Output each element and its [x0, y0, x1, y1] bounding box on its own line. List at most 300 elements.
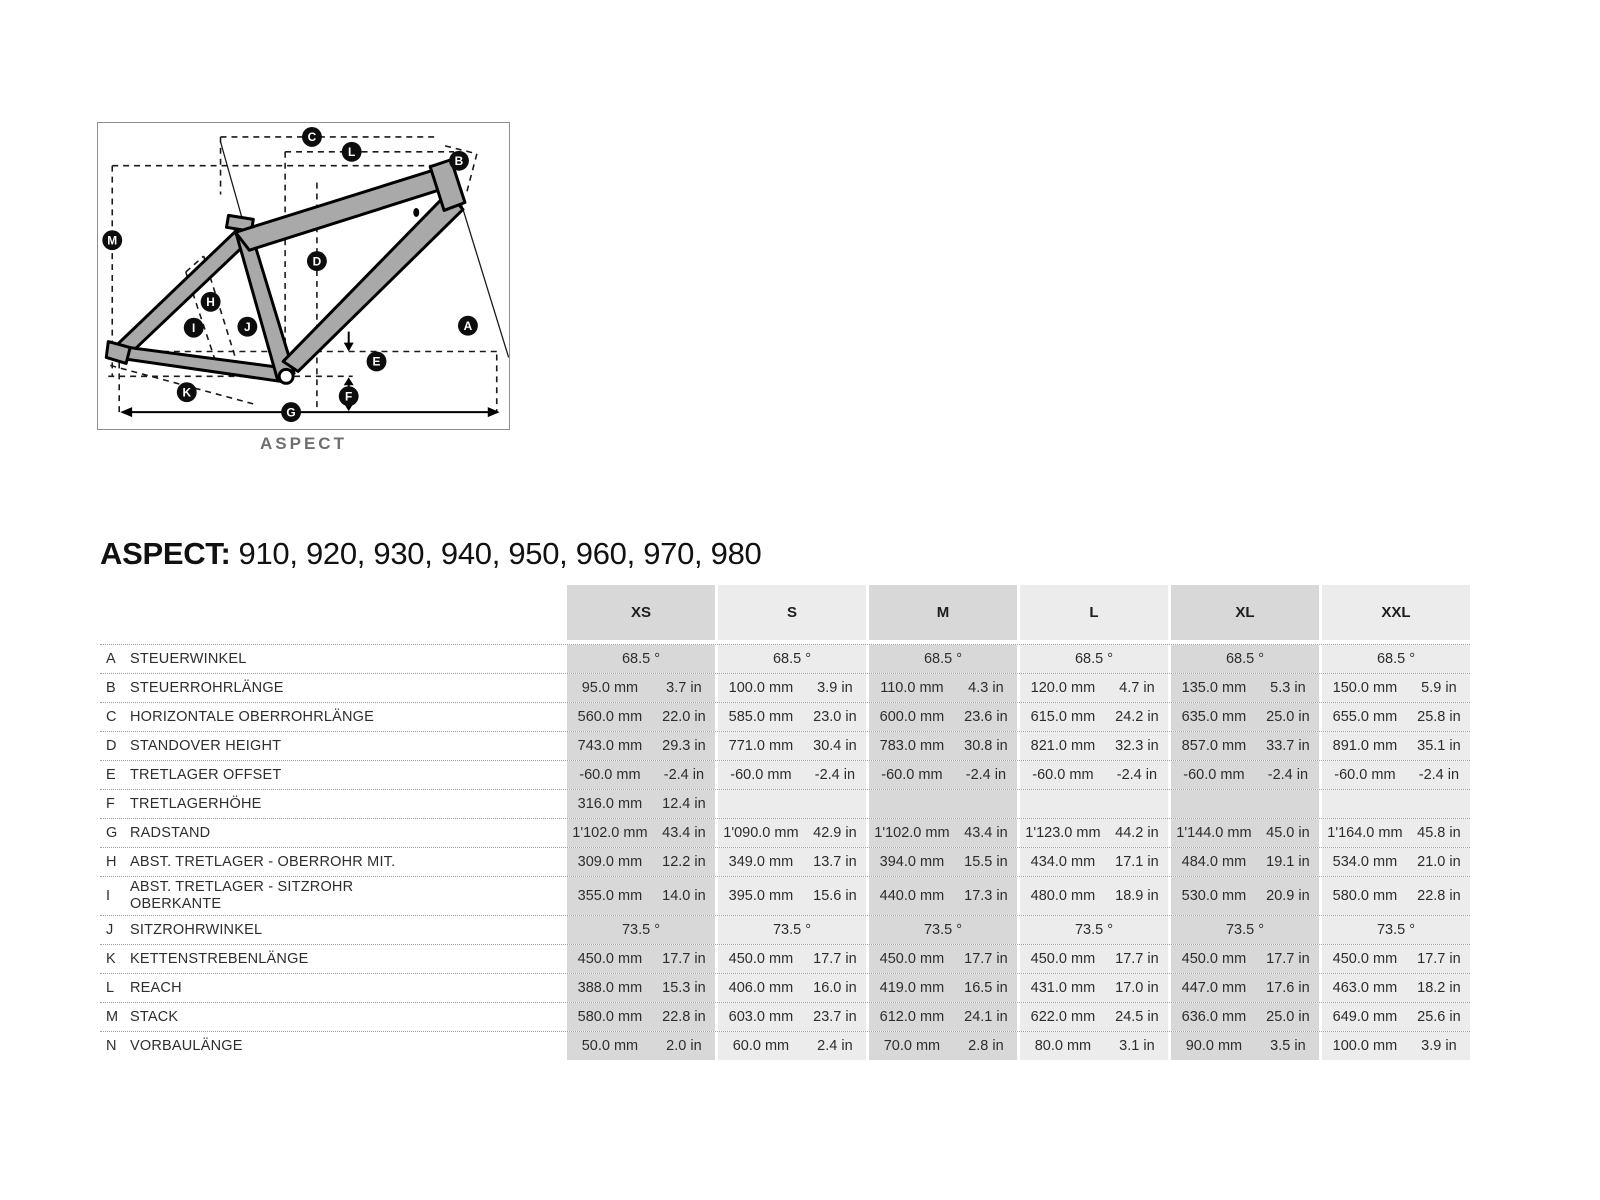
- mm-value: 309.0 mm: [577, 854, 643, 870]
- geo-value-G-l: [1020, 819, 1168, 847]
- inch-value: 12.2 in: [662, 854, 706, 870]
- geo-row-name: HORIZONTALE OBERROHRLÄNGE: [130, 708, 375, 725]
- mm-value: 450.0 mm: [879, 951, 945, 967]
- geo-value-E-s: [718, 761, 866, 789]
- diagram-marker-letter: J: [244, 319, 251, 334]
- geo-row-letter: D: [106, 738, 117, 754]
- inch-value: -2.4 in: [965, 767, 1007, 783]
- inch-value: 15.3 in: [662, 980, 706, 996]
- mm-value: 743.0 mm: [577, 738, 643, 754]
- inch-value: 24.2 in: [1115, 709, 1159, 725]
- frame-geometry-diagram: [97, 122, 510, 430]
- inch-value: 22.8 in: [1417, 888, 1461, 904]
- mm-value: 635.0 mm: [1181, 709, 1247, 725]
- geo-value-L-m: [869, 974, 1017, 1002]
- geo-row-letter: J: [106, 922, 114, 938]
- geo-value-I-s: [718, 877, 866, 915]
- geometry-row-L: [100, 973, 1470, 1002]
- mm-value: 585.0 mm: [728, 709, 794, 725]
- mm-value: -60.0 mm: [1032, 767, 1094, 783]
- geo-row-name: STEUERROHRLÄNGE: [130, 679, 284, 696]
- size-header-l: L: [1020, 585, 1168, 640]
- inch-value: 23.0 in: [813, 709, 857, 725]
- mm-value: 450.0 mm: [728, 951, 794, 967]
- geo-row-name: STACK: [130, 1008, 179, 1025]
- geometry-row-D: [100, 731, 1470, 760]
- geo-row-label: [100, 732, 564, 760]
- geo-value-K-xs: [567, 945, 715, 973]
- mm-value: 395.0 mm: [728, 888, 794, 904]
- diagram-marker-letter: M: [107, 233, 118, 248]
- angle-value: 73.5 °: [1074, 922, 1114, 938]
- geo-row-label: [100, 1003, 564, 1031]
- mm-value: 615.0 mm: [1030, 709, 1096, 725]
- mm-value: 406.0 mm: [728, 980, 794, 996]
- geo-value-F-l: [1020, 790, 1168, 818]
- geo-value-B-m: [869, 674, 1017, 702]
- diagram-caption: ASPECT: [260, 434, 347, 453]
- inch-value: 25.0 in: [1266, 709, 1310, 725]
- geo-row-letter: B: [106, 680, 116, 696]
- inch-value: 3.9 in: [817, 680, 853, 696]
- mm-value: 530.0 mm: [1181, 888, 1247, 904]
- geo-value-F-xs: [567, 790, 715, 818]
- mm-value: 419.0 mm: [879, 980, 945, 996]
- geo-row-label: [100, 877, 564, 915]
- mm-value: -60.0 mm: [1334, 767, 1396, 783]
- mm-value: 450.0 mm: [1181, 951, 1247, 967]
- geo-value-I-xxl: [1322, 877, 1470, 915]
- geometry-row-H: [100, 847, 1470, 876]
- geo-value-C-l: [1020, 703, 1168, 731]
- geo-value-J-m: [869, 916, 1017, 944]
- geo-value-A-l: [1020, 645, 1168, 673]
- diagram-marker-letter: K: [182, 385, 192, 400]
- mm-value: 394.0 mm: [879, 854, 945, 870]
- geo-row-letter: L: [106, 980, 115, 996]
- mm-value: 70.0 mm: [883, 1038, 941, 1054]
- mm-value: 463.0 mm: [1332, 980, 1398, 996]
- geo-value-G-s: [718, 819, 866, 847]
- mm-value: 600.0 mm: [879, 709, 945, 725]
- mm-value: 110.0 mm: [880, 680, 944, 696]
- geo-row-name: ABST. TRETLAGER - OBERROHR MIT.: [130, 853, 396, 870]
- inch-value: 14.0 in: [662, 888, 706, 904]
- frame-shape: [106, 160, 465, 384]
- geometry-table-rows: [100, 644, 1470, 1060]
- inch-value: 24.1 in: [964, 1009, 1008, 1025]
- size-header-xxl: XXL: [1322, 585, 1470, 640]
- mm-value: 150.0 mm: [1332, 680, 1398, 696]
- inch-value: 17.7 in: [1417, 951, 1461, 967]
- mm-value: -60.0 mm: [579, 767, 641, 783]
- mm-value: 100.0 mm: [1332, 1038, 1398, 1054]
- geometry-row-F: [100, 789, 1470, 818]
- geo-value-D-s: [718, 732, 866, 760]
- inch-value: 13.7 in: [813, 854, 857, 870]
- inch-value: 25.8 in: [1417, 709, 1461, 725]
- geo-row-name: REACH: [130, 979, 182, 996]
- geometry-row-A: [100, 644, 1470, 673]
- geo-row-name: SITZROHRWINKEL: [130, 921, 263, 938]
- inch-value: 22.0 in: [662, 709, 706, 725]
- mm-value: 1'123.0 mm: [1025, 825, 1101, 841]
- page-title: [100, 536, 762, 572]
- geo-row-letter: N: [106, 1038, 117, 1054]
- geo-value-B-xxl: [1322, 674, 1470, 702]
- geo-row-letter: A: [106, 651, 116, 667]
- diagram-marker-letter: I: [192, 320, 196, 335]
- geo-row-name: TRETLAGERHÖHE: [130, 795, 262, 812]
- geo-value-D-m: [869, 732, 1017, 760]
- geo-row-label: [100, 848, 564, 876]
- mm-value: 857.0 mm: [1181, 738, 1247, 754]
- geo-value-A-xl: [1171, 645, 1319, 673]
- title-model-name: ASPECT:: [100, 536, 231, 571]
- geo-value-M-l: [1020, 1003, 1168, 1031]
- geo-row-name: TRETLAGER OFFSET: [130, 766, 282, 783]
- inch-value: 16.5 in: [964, 980, 1008, 996]
- geo-value-L-s: [718, 974, 866, 1002]
- inch-value: 43.4 in: [662, 825, 706, 841]
- inch-value: -2.4 in: [1116, 767, 1158, 783]
- diagram-marker-letter: D: [312, 254, 322, 269]
- mm-value: 655.0 mm: [1332, 709, 1398, 725]
- inch-value: 2.8 in: [968, 1038, 1004, 1054]
- inch-value: 25.0 in: [1266, 1009, 1310, 1025]
- geo-value-B-xs: [567, 674, 715, 702]
- inch-value: 20.9 in: [1266, 888, 1310, 904]
- inch-value: 17.3 in: [964, 888, 1008, 904]
- geo-row-letter: I: [106, 888, 111, 904]
- inch-value: 15.5 in: [964, 854, 1008, 870]
- diagram-marker-letter: C: [307, 130, 317, 145]
- geometry-row-C: [100, 702, 1470, 731]
- geo-value-N-m: [869, 1032, 1017, 1060]
- diagram-marker-letter: G: [286, 405, 296, 420]
- inch-value: 2.0 in: [666, 1038, 702, 1054]
- inch-value: 23.7 in: [813, 1009, 857, 1025]
- geo-value-M-m: [869, 1003, 1017, 1031]
- mm-value: 636.0 mm: [1181, 1009, 1247, 1025]
- inch-value: 35.1 in: [1417, 738, 1461, 754]
- geo-value-F-m: [869, 790, 1017, 818]
- geometry-row-B: [100, 673, 1470, 702]
- geometry-row-E: [100, 760, 1470, 789]
- mm-value: 90.0 mm: [1185, 1038, 1243, 1054]
- geo-value-M-xs: [567, 1003, 715, 1031]
- inch-value: 17.7 in: [662, 951, 706, 967]
- geo-value-N-xxl: [1322, 1032, 1470, 1060]
- geo-value-L-xs: [567, 974, 715, 1002]
- inch-value: 18.2 in: [1417, 980, 1461, 996]
- mm-value: 1'144.0 mm: [1176, 825, 1252, 841]
- geo-value-M-s: [718, 1003, 866, 1031]
- geo-value-D-xs: [567, 732, 715, 760]
- geo-row-label: [100, 819, 564, 847]
- mm-value: 484.0 mm: [1181, 854, 1247, 870]
- geo-value-K-m: [869, 945, 1017, 973]
- geo-row-letter: M: [106, 1009, 119, 1025]
- angle-value: 73.5 °: [1225, 922, 1265, 938]
- inch-value: 45.8 in: [1417, 825, 1461, 841]
- geometry-table: [100, 585, 1470, 1060]
- size-header-xl: XL: [1171, 585, 1319, 640]
- mm-value: 771.0 mm: [728, 738, 794, 754]
- geo-value-C-s: [718, 703, 866, 731]
- geo-value-I-xs: [567, 877, 715, 915]
- geo-value-C-xl: [1171, 703, 1319, 731]
- mm-value: 580.0 mm: [1332, 888, 1398, 904]
- angle-lines: [221, 142, 509, 374]
- geo-row-name: KETTENSTREBENLÄNGE: [130, 950, 309, 967]
- mm-value: 431.0 mm: [1030, 980, 1096, 996]
- angle-value: 68.5 °: [621, 651, 661, 667]
- size-header-s: S: [718, 585, 866, 640]
- geo-row-name: RADSTAND: [130, 824, 211, 841]
- geo-value-C-xxl: [1322, 703, 1470, 731]
- inch-value: 17.7 in: [1266, 951, 1310, 967]
- inch-value: 3.5 in: [1270, 1038, 1306, 1054]
- inch-value: 19.1 in: [1266, 854, 1310, 870]
- geo-value-B-s: [718, 674, 866, 702]
- geo-value-H-l: [1020, 848, 1168, 876]
- geo-value-G-xl: [1171, 819, 1319, 847]
- geo-value-H-xs: [567, 848, 715, 876]
- inch-value: 17.7 in: [1115, 951, 1159, 967]
- inch-value: 33.7 in: [1266, 738, 1310, 754]
- title-model-numbers: 910, 920, 930, 940, 950, 960, 970, 980: [238, 536, 762, 571]
- geo-row-letter: H: [106, 854, 117, 870]
- geo-value-I-xl: [1171, 877, 1319, 915]
- geo-value-K-xxl: [1322, 945, 1470, 973]
- inch-value: 4.7 in: [1119, 680, 1155, 696]
- inch-value: 17.1 in: [1115, 854, 1159, 870]
- geo-row-label: [100, 674, 564, 702]
- header-spacer: [100, 585, 564, 640]
- geo-value-A-s: [718, 645, 866, 673]
- mm-value: -60.0 mm: [1183, 767, 1245, 783]
- inch-value: 4.3 in: [968, 680, 1004, 696]
- inch-value: 32.3 in: [1115, 738, 1159, 754]
- geo-row-label: [100, 645, 564, 673]
- mm-value: 1'090.0 mm: [723, 825, 799, 841]
- mm-value: 349.0 mm: [728, 854, 794, 870]
- mm-value: 1'102.0 mm: [874, 825, 950, 841]
- geo-row-label: [100, 703, 564, 731]
- geo-value-N-l: [1020, 1032, 1168, 1060]
- inch-value: -2.4 in: [814, 767, 856, 783]
- mm-value: 95.0 mm: [581, 680, 639, 696]
- diagram-marker-letter: H: [206, 295, 215, 310]
- mm-value: 50.0 mm: [581, 1038, 639, 1054]
- frame-geometry-svg: [98, 123, 509, 429]
- mm-value: 580.0 mm: [577, 1009, 643, 1025]
- geo-value-L-xl: [1171, 974, 1319, 1002]
- mm-value: 450.0 mm: [1332, 951, 1398, 967]
- diagram-marker-letter: B: [454, 153, 464, 168]
- geo-row-name: STEUERWINKEL: [130, 650, 247, 667]
- inch-value: 42.9 in: [813, 825, 857, 841]
- mm-value: 821.0 mm: [1030, 738, 1096, 754]
- diagram-marker-letter: A: [463, 318, 473, 333]
- geo-row-label: [100, 761, 564, 789]
- geo-value-E-xxl: [1322, 761, 1470, 789]
- geo-value-J-xxl: [1322, 916, 1470, 944]
- geo-value-C-m: [869, 703, 1017, 731]
- inch-value: -2.4 in: [1418, 767, 1460, 783]
- geo-value-K-s: [718, 945, 866, 973]
- mm-value: 891.0 mm: [1332, 738, 1398, 754]
- mm-value: 649.0 mm: [1332, 1009, 1398, 1025]
- geo-value-D-xxl: [1322, 732, 1470, 760]
- geo-value-D-l: [1020, 732, 1168, 760]
- geo-value-N-s: [718, 1032, 866, 1060]
- inch-value: 5.3 in: [1270, 680, 1306, 696]
- mm-value: 80.0 mm: [1034, 1038, 1092, 1054]
- inch-value: 5.9 in: [1421, 680, 1457, 696]
- mm-value: 120.0 mm: [1030, 680, 1096, 696]
- mm-value: 622.0 mm: [1030, 1009, 1096, 1025]
- mm-value: 560.0 mm: [577, 709, 643, 725]
- geo-row-label: [100, 790, 564, 818]
- geo-value-F-s: [718, 790, 866, 818]
- geo-row-letter: C: [106, 709, 117, 725]
- geo-value-J-s: [718, 916, 866, 944]
- geo-row-letter: G: [106, 825, 118, 841]
- geometry-row-G: [100, 818, 1470, 847]
- geo-value-M-xxl: [1322, 1003, 1470, 1031]
- geo-row-letter: F: [106, 796, 115, 812]
- geo-value-K-l: [1020, 945, 1168, 973]
- inch-value: 15.6 in: [813, 888, 857, 904]
- inch-value: 23.6 in: [964, 709, 1008, 725]
- geo-value-H-xl: [1171, 848, 1319, 876]
- inch-value: 30.8 in: [964, 738, 1008, 754]
- mm-value: 447.0 mm: [1181, 980, 1247, 996]
- geo-value-E-xl: [1171, 761, 1319, 789]
- angle-value: 68.5 °: [923, 651, 963, 667]
- angle-value: 73.5 °: [1376, 922, 1416, 938]
- mm-value: -60.0 mm: [881, 767, 943, 783]
- mm-value: 480.0 mm: [1030, 888, 1096, 904]
- geo-value-H-s: [718, 848, 866, 876]
- geo-value-C-xs: [567, 703, 715, 731]
- geometry-row-M: [100, 1002, 1470, 1031]
- geo-value-I-l: [1020, 877, 1168, 915]
- geo-value-L-l: [1020, 974, 1168, 1002]
- geo-value-L-xxl: [1322, 974, 1470, 1002]
- geo-value-A-xs: [567, 645, 715, 673]
- mm-value: 1'164.0 mm: [1327, 825, 1403, 841]
- mm-value: 450.0 mm: [577, 951, 643, 967]
- geo-value-F-xxl: [1322, 790, 1470, 818]
- mm-value: -60.0 mm: [730, 767, 792, 783]
- geometry-row-J: [100, 915, 1470, 944]
- diagram-marker-letter: E: [372, 354, 381, 369]
- angle-value: 73.5 °: [923, 922, 963, 938]
- inch-value: 43.4 in: [964, 825, 1008, 841]
- geo-row-label: [100, 945, 564, 973]
- geo-value-H-m: [869, 848, 1017, 876]
- mm-value: 135.0 mm: [1181, 680, 1247, 696]
- geo-value-N-xl: [1171, 1032, 1319, 1060]
- geo-value-B-xl: [1171, 674, 1319, 702]
- inch-value: 22.8 in: [662, 1009, 706, 1025]
- geo-row-label: [100, 916, 564, 944]
- mm-value: 355.0 mm: [577, 888, 643, 904]
- angle-value: 68.5 °: [1225, 651, 1265, 667]
- mm-value: 450.0 mm: [1030, 951, 1096, 967]
- inch-value: 30.4 in: [813, 738, 857, 754]
- geo-value-J-l: [1020, 916, 1168, 944]
- mm-value: 60.0 mm: [732, 1038, 790, 1054]
- geo-value-J-xl: [1171, 916, 1319, 944]
- geometry-table-header: [100, 585, 1470, 640]
- geo-row-label: [100, 974, 564, 1002]
- geo-value-F-xl: [1171, 790, 1319, 818]
- inch-value: 3.1 in: [1119, 1038, 1155, 1054]
- geometry-row-I: [100, 876, 1470, 915]
- inch-value: 29.3 in: [662, 738, 706, 754]
- inch-value: 2.4 in: [817, 1038, 853, 1054]
- mm-value: 783.0 mm: [879, 738, 945, 754]
- angle-value: 68.5 °: [1376, 651, 1416, 667]
- geometry-row-K: [100, 944, 1470, 973]
- geo-value-B-l: [1020, 674, 1168, 702]
- inch-value: 44.2 in: [1115, 825, 1159, 841]
- inch-value: 17.6 in: [1266, 980, 1310, 996]
- size-header-xs: XS: [567, 585, 715, 640]
- diagram-marker-letter: F: [345, 389, 353, 404]
- mm-value: 1'102.0 mm: [572, 825, 648, 841]
- mm-value: 440.0 mm: [879, 888, 945, 904]
- geometry-row-N: [100, 1031, 1470, 1060]
- inch-value: 3.7 in: [666, 680, 702, 696]
- geo-row-letter: K: [106, 951, 116, 967]
- inch-value: -2.4 in: [663, 767, 705, 783]
- wheelbase-arrow: [120, 405, 500, 420]
- geo-value-A-xxl: [1322, 645, 1470, 673]
- geo-value-K-xl: [1171, 945, 1319, 973]
- inch-value: 45.0 in: [1266, 825, 1310, 841]
- angle-value: 68.5 °: [1074, 651, 1114, 667]
- inch-value: -2.4 in: [1267, 767, 1309, 783]
- geo-value-D-xl: [1171, 732, 1319, 760]
- mm-value: 534.0 mm: [1332, 854, 1398, 870]
- geo-value-G-m: [869, 819, 1017, 847]
- mm-value: 434.0 mm: [1030, 854, 1096, 870]
- geo-value-G-xs: [567, 819, 715, 847]
- geo-row-label: [100, 1032, 564, 1060]
- mm-value: 316.0 mm: [577, 796, 643, 812]
- geo-row-letter: E: [106, 767, 116, 783]
- geo-row-name: VORBAULÄNGE: [130, 1037, 243, 1054]
- mm-value: 612.0 mm: [879, 1009, 945, 1025]
- geo-value-M-xl: [1171, 1003, 1319, 1031]
- size-header-m: M: [869, 585, 1017, 640]
- angle-value: 73.5 °: [772, 922, 812, 938]
- geo-value-E-xs: [567, 761, 715, 789]
- geo-row-name: ABST. TRETLAGER - SITZROHR OBERKANTE: [130, 879, 354, 912]
- geo-value-N-xs: [567, 1032, 715, 1060]
- geo-value-G-xxl: [1322, 819, 1470, 847]
- geo-value-E-m: [869, 761, 1017, 789]
- geo-value-E-l: [1020, 761, 1168, 789]
- inch-value: 24.5 in: [1115, 1009, 1159, 1025]
- inch-value: 12.4 in: [662, 796, 706, 812]
- inch-value: 3.9 in: [1421, 1038, 1457, 1054]
